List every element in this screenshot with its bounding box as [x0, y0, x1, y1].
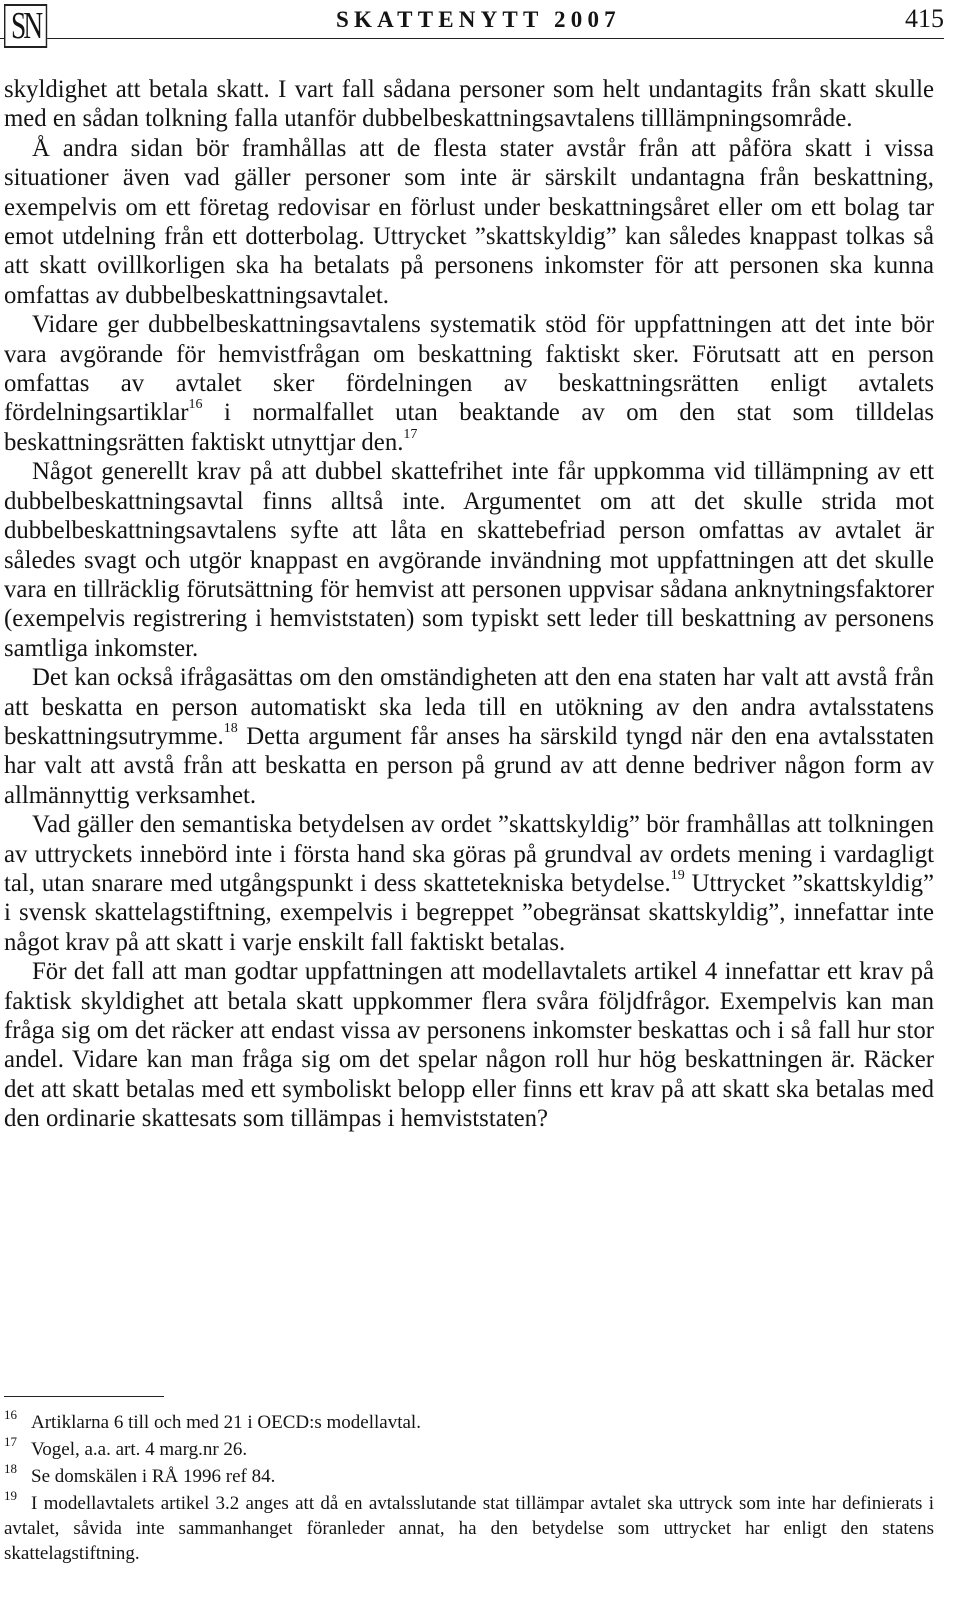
footnote: [4, 1487, 934, 1566]
footnote-text: Vogel, a.a. art. 4 marg.nr 26.: [31, 1439, 248, 1460]
paragraph: [4, 663, 934, 810]
paragraph: [4, 75, 934, 134]
paragraph-text: Vad gäller den semantiska betydelsen av ordet ”skattskyldig” bör framhållas att tolkningen av uttryckets innebörd inte i första hand ska göras på grundval av ordets mening i vardagligt tal, utan snarare med utgångspunkt i dess skattetekniska betydelse.: [4, 811, 934, 897]
footnote-number: 19: [4, 1487, 17, 1503]
footnote-text: Se domskälen i RÅ 1996 ref 84.: [31, 1466, 276, 1487]
paragraph-text: Det kan också ifrågasättas om den omständigheten att den ena staten har valt att avstå från att beskatta en person automatiskt ska leda till en utökning av den andra avtalsstatens beskattningsutrymme.: [4, 664, 934, 750]
paragraph-text: Å andra sidan bör framhållas att de flesta stater avstår från att påföra skatt i vissa situationer även vad gäller personer som inte är särskilt undantagna från beskattning, exempelvis om ett företag redovisar en förlust under beskattningsåret eller om ett bolag tar emot utdelning från ett dotterbolag. Uttrycket ”skattskyldig” kan således knappast tolkas så att skatt ovillkorligen ska ha betalats på personens inkomster för att personen ska kunna omfattas av dubbelbeskattningsavtalet.: [4, 134, 934, 309]
paragraph: [4, 810, 934, 957]
footnote-reference: 17: [403, 426, 418, 442]
footnote-text: I modellavtalets artikel 3.2 anges att då en avtalsslutande stat tillämpar avtalet ska uttryck som inte har definierats i avtalet, såvida inte sammanhanget föranleder annat, ha den betydelse som uttrycket har enligt den statens skattelagstiftning.: [4, 1493, 934, 1564]
footnote-number: 16: [4, 1406, 17, 1422]
paragraph: [4, 310, 934, 457]
paragraph-text: Detta argument får anses ha särskild tyngd när den ena avtalsstaten har valt att avstå från att beskatta en person på grund av att denne bedriver någon form av allmännyttig verksamhet.: [4, 722, 934, 809]
footnote: [4, 1406, 934, 1435]
footnote-rule: [4, 1396, 164, 1397]
page-number: 415: [905, 4, 944, 33]
paragraph-text: Uttrycket ”skattskyldig” i svensk skattelagstiftning, exempelvis i begreppet ”obegränsat skattskyldig”, innefattar inte något krav på att skatt i varje enskilt fall faktiskt betalas.: [4, 869, 934, 956]
paragraph-text: Något generellt krav på att dubbel skattefrihet inte får uppkomma vid tillämpning av ett dubbelbeskattningsavtal finns alltså inte. Argumentet om att det skulle strida mot dubbelbeskattningsavtalens syfte att låta en skattebefriad person omfattas av avtalet är således svagt och utgör knappast en avgörande invändning mot uppfattningen att det skulle vara en tillräcklig förutsättning för hemvist att personen uppvisar sådana anknytningsfaktorer (exempelvis registrering i hemviststaten) som typiskt sett leder till beskattning av personens samtliga inkomster.: [4, 458, 934, 662]
footnote-reference: 16: [188, 397, 203, 413]
footnote: [4, 1460, 934, 1489]
paragraph: [4, 134, 934, 310]
paragraph-text: i normalfallet utan beaktande av om den stat som tilldelas beskattningsrätten faktiskt utnyttjar den.: [4, 399, 934, 456]
journal-title: SKATTENYTT 2007: [336, 7, 621, 32]
body-text: [4, 75, 934, 1134]
footnotes: [4, 1406, 934, 1568]
footnote-number: 17: [4, 1433, 17, 1449]
footnote-text: Artiklarna 6 till och med 21 i OECD:s modellavtal.: [31, 1412, 421, 1433]
footnote: [4, 1433, 934, 1462]
footnote-reference: 18: [223, 720, 238, 736]
footnote-number: 18: [4, 1460, 17, 1476]
footnote-reference: 19: [670, 867, 685, 883]
paragraph-text: skyldighet att betala skatt. I vart fall sådana personer som helt undantagits från skatt skulle med en sådan tolkning falla utanför dubbelbeskattningsavtalens tilllämpningsområde.: [4, 76, 934, 133]
paragraph: [4, 957, 934, 1133]
journal-logo: SN: [4, 4, 47, 48]
header-rule: [0, 38, 944, 39]
page-header: [0, 0, 960, 56]
paragraph-text: Vidare ger dubbelbeskattningsavtalens systematik stöd för uppfattningen att det inte bör vara avgörande för hemvistfrågan om beskattning faktiskt sker. Förutsatt att en person omfattas av avtalet sker fördelningen av beskattningsrätten enligt avtalets fördelningsartiklar: [4, 311, 934, 427]
paragraph: [4, 457, 934, 663]
paragraph-text: För det fall att man godtar uppfattningen att modellavtalets artikel 4 innefattar ett krav på faktisk skyldighet att betala skatt uppkommer flera svåra följdfrågor. Exempelvis kan man fråga sig om det räcker att endast vissa av personens inkomster beskattas och i så fall hur stor andel. Vidare kan man fråga sig om det spelar någon roll hur hög beskattningen är. Räcker det att skatt betalas med ett symboliskt belopp eller finns ett krav på att skatt ska betalas med den ordinarie skattesats som tillämpas i hemviststaten?: [4, 958, 934, 1133]
